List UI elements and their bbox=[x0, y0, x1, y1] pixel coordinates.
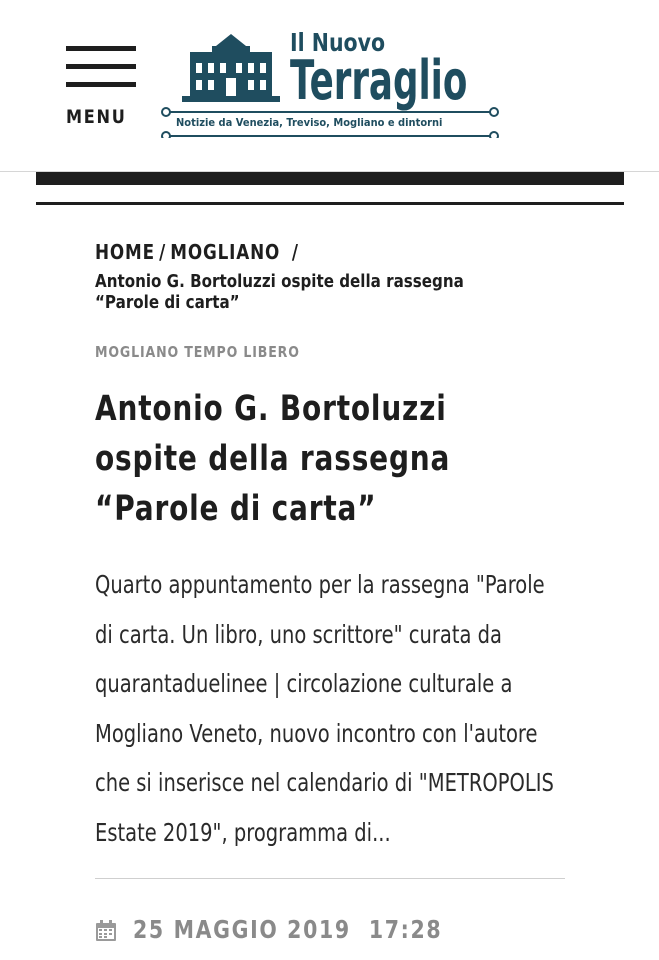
nav-bar-thin bbox=[36, 202, 624, 205]
article-date: 25 MAGGIO 2019 bbox=[133, 915, 351, 944]
breadcrumb-separator: / bbox=[291, 240, 299, 264]
breadcrumb-home-link[interactable]: HOME bbox=[95, 240, 155, 264]
site-logo[interactable] bbox=[160, 28, 500, 140]
breadcrumb bbox=[95, 240, 303, 264]
article-excerpt: Quarto appuntamento per la rassegna "Parole di carta. Un libro, uno scrittore" curata da quarantaduelinee | circolazione culturale a Mogliano Veneto, nuovo incontro con l'autore che si inserisce nel calendario di "METROPOLIS Estate 2019", programma di... bbox=[95, 570, 554, 847]
hamburger-icon-bar-top bbox=[66, 46, 136, 51]
breadcrumb-section-link[interactable]: MOGLIANO bbox=[170, 240, 281, 264]
menu-button[interactable] bbox=[66, 46, 136, 132]
logo-name: Terraglio bbox=[290, 49, 468, 112]
article-title[interactable]: Antonio G. Bortoluzzi ospite della rassegna “Parole di carta” bbox=[95, 389, 451, 529]
menu-label: MENU bbox=[66, 106, 127, 128]
article-divider bbox=[95, 878, 565, 879]
logo-tagline: Notizie da Venezia, Treviso, Mogliano e dintorni bbox=[176, 116, 443, 129]
breadcrumb-separator: / bbox=[159, 240, 167, 264]
breadcrumb-current: Antonio G. Bortoluzzi ospite della rassegna “Parole di carta” bbox=[95, 271, 464, 313]
calendar-icon bbox=[95, 920, 117, 942]
logo-prefix: Il Nuovo bbox=[290, 28, 386, 57]
villa-logo-icon bbox=[176, 32, 286, 110]
hamburger-icon-bar-middle bbox=[66, 64, 136, 69]
article-category-link[interactable]: MOGLIANO TEMPO LIBERO bbox=[95, 343, 300, 361]
article-datetime bbox=[133, 915, 442, 944]
article-time: 17:28 bbox=[368, 915, 443, 944]
site-header bbox=[0, 0, 659, 172]
hamburger-icon-bar-bottom bbox=[66, 82, 136, 87]
nav-bar-thick bbox=[36, 172, 624, 185]
